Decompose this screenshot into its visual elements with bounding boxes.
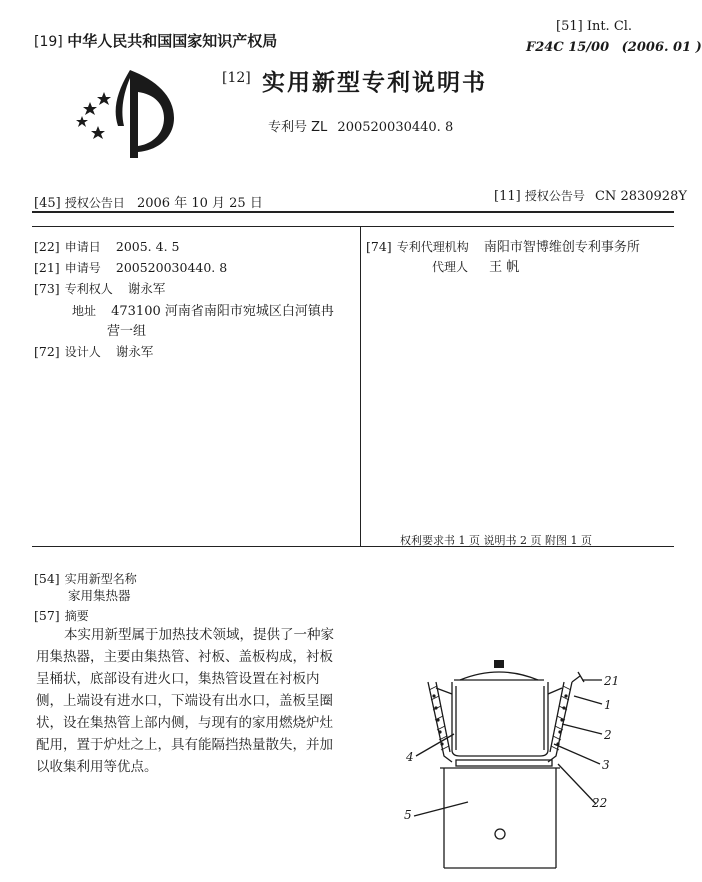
code-11: [11] xyxy=(494,189,521,204)
int-cl-year: (2006. 01 ) xyxy=(621,40,702,55)
column-divider xyxy=(360,226,361,546)
abstract-label: 摘要 xyxy=(64,609,89,623)
patent-no-label: 专利号 ZL xyxy=(268,120,328,135)
figure-label-2: 2 xyxy=(604,728,612,742)
figure-label-21: 21 xyxy=(604,674,620,688)
document-title: 实用新型专利说明书 xyxy=(262,70,487,96)
code-45: [45] xyxy=(34,196,61,211)
figure-label-4: 4 xyxy=(406,750,414,764)
grant-date: 2006 年 10 月 25 日 xyxy=(136,196,263,211)
title-label: 实用新型名称 xyxy=(64,572,137,586)
abstract-line: 呈桶状，底部设有进火口，集热管设置在衬板内 xyxy=(36,671,320,687)
abstract-line: 以收集利用等优点。 xyxy=(36,759,158,775)
agency: 南阳市智博维创专利事务所 xyxy=(483,240,640,255)
owner: 谢永军 xyxy=(127,281,166,296)
figure-label-22: 22 xyxy=(592,796,608,810)
code-12: [12] xyxy=(222,70,251,86)
grant-date-label: 授权公告日 xyxy=(64,196,125,210)
abstract-line: 配用，置于炉灶之上，具有能隔挡热量散失，并加 xyxy=(36,737,333,753)
abstract xyxy=(36,624,334,778)
sipo-logo xyxy=(68,64,188,164)
abstract-line: 本实用新型属于加热技术领域，提供了一种家 xyxy=(64,627,334,643)
page-count: 权利要求书 1 页 说明书 2 页 附图 1 页 xyxy=(400,534,592,547)
app-no-label: 申请号 xyxy=(64,261,101,275)
code-57: [57] xyxy=(34,608,60,623)
code-22: [22] xyxy=(34,239,60,254)
agency-label: 专利代理机构 xyxy=(396,240,469,254)
figure-label-1: 1 xyxy=(604,698,612,712)
designer-label: 设计人 xyxy=(64,345,101,359)
address-line-1: 473100 河南省南阳市宛城区白河镇冉 xyxy=(111,304,334,319)
address-line-2: 营一组 xyxy=(107,324,147,339)
device-drawing xyxy=(396,646,636,872)
code-54: [54] xyxy=(34,571,60,586)
abstract-line: 状，设在集热管上部内侧，与现有的家用燃烧炉灶 xyxy=(36,715,333,731)
figure-label-5: 5 xyxy=(404,808,412,822)
figure-label-3: 3 xyxy=(602,758,610,772)
patent-no: 200520030440. 8 xyxy=(337,120,454,135)
abstract-line: 侧，上端设有进水口，下端设有出水口，盖板呈圈 xyxy=(36,693,333,709)
designer: 谢永军 xyxy=(115,344,154,359)
code-73: [73] xyxy=(34,281,60,296)
rule-top-thin xyxy=(32,226,674,227)
code-21: [21] xyxy=(34,260,60,275)
utility-title: 家用集热器 xyxy=(68,588,131,603)
agent: 王 帆 xyxy=(489,260,520,275)
address-label: 地址 xyxy=(72,304,97,318)
pub-no-label: 授权公告号 xyxy=(524,189,585,203)
pub-no: CN 2830928Y xyxy=(594,189,687,204)
authority-name: 中华人民共和国国家知识产权局 xyxy=(67,32,278,50)
app-no: 200520030440. 8 xyxy=(115,260,228,275)
agent-label: 代理人 xyxy=(432,260,469,274)
abstract-line: 用集热器，主要由集热管、衬板、盖板构成，衬板 xyxy=(36,649,333,665)
int-cl-label: Int. Cl. xyxy=(586,19,633,34)
code-74: [74] xyxy=(366,239,392,254)
code-72: [72] xyxy=(34,344,60,359)
rule-top xyxy=(32,211,674,213)
code-19: [19] xyxy=(34,34,63,50)
app-date: 2005. 4. 5 xyxy=(115,239,180,254)
int-cl-value: F24C 15/00 xyxy=(526,40,610,55)
owner-label: 专利权人 xyxy=(64,282,113,296)
app-date-label: 申请日 xyxy=(64,240,101,254)
code-51: [51] xyxy=(556,19,583,34)
